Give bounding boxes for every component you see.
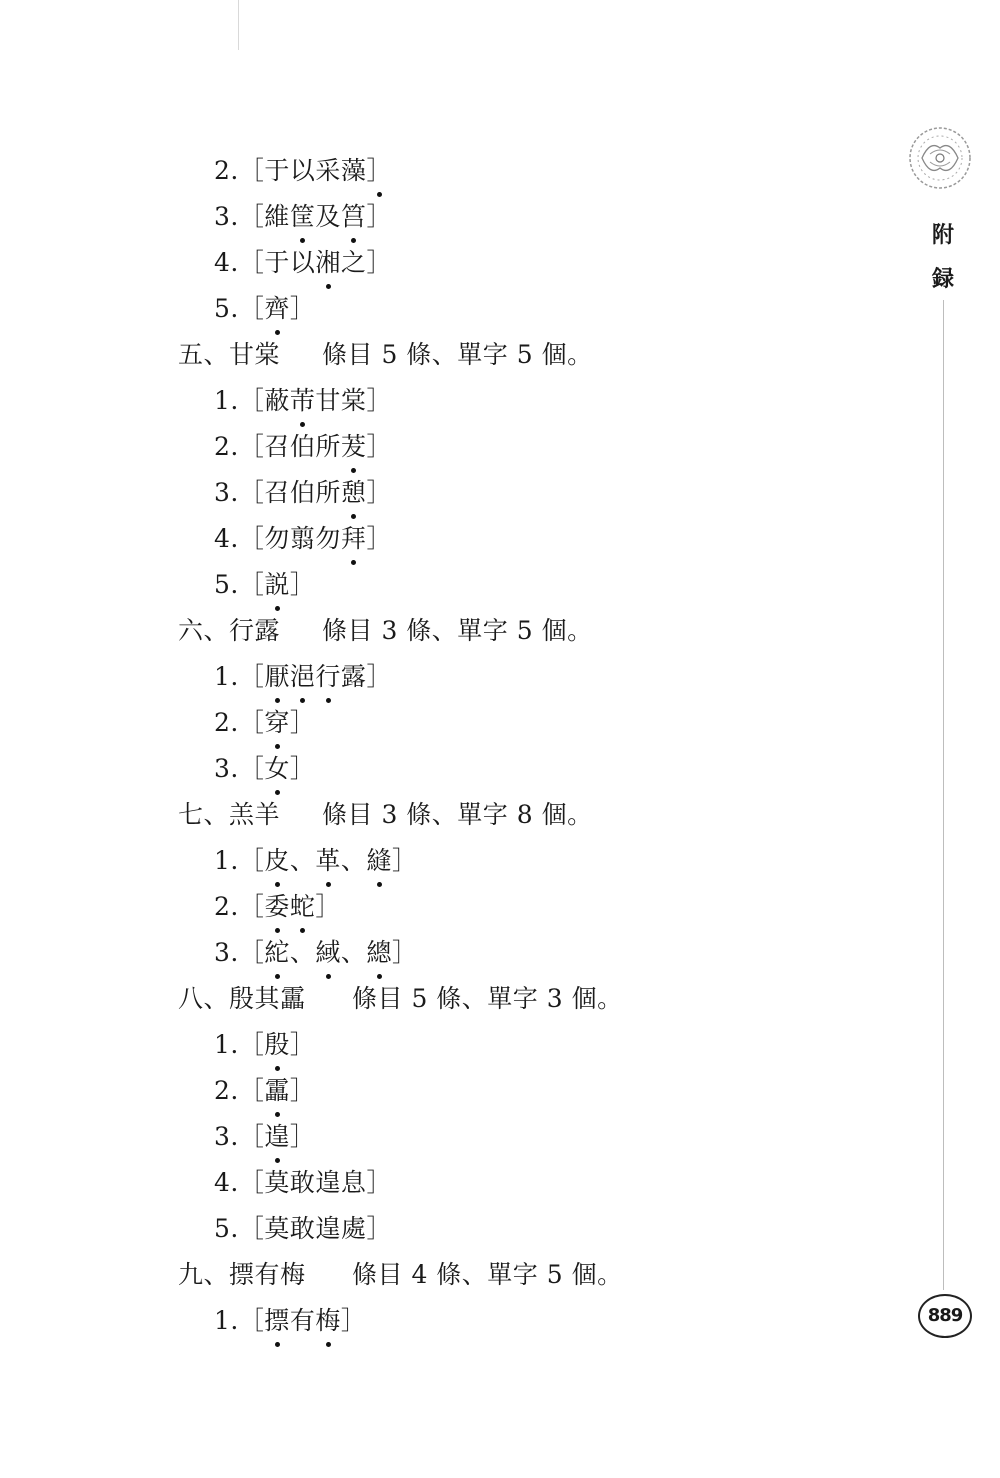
entry-item	[214, 660, 392, 694]
entry-text: 3.［維筐及筥］	[214, 200, 392, 234]
entry-item	[214, 844, 417, 878]
entry-text: 2.［靁］	[214, 1074, 315, 1108]
entry-text: 1.［皮、革、縫］	[214, 844, 417, 878]
entry-text: 1.［摽有梅］	[214, 1304, 366, 1338]
ornament-emblem-icon	[900, 118, 980, 198]
section-heading	[178, 338, 593, 372]
section-side-title	[928, 214, 958, 302]
entry-item	[214, 1028, 315, 1062]
section-title: 九、摽有梅	[178, 1260, 306, 1289]
entry-text: 1.［蔽芾甘棠］	[214, 384, 392, 418]
section-count: 條目 5 條、單字 3 個。	[352, 984, 623, 1013]
section-count: 條目 4 條、單字 5 個。	[352, 1260, 623, 1289]
entry-text: 2.［于以采藻］	[214, 154, 392, 188]
entry-text: 3.［召伯所憩］	[214, 476, 392, 510]
entry-text: 4.［勿翦勿拜］	[214, 522, 392, 556]
entry-item	[214, 154, 392, 188]
section-title: 七、羔羊	[178, 800, 281, 829]
section-count: 條目 3 條、單字 8 個。	[322, 800, 593, 829]
entry-text: 4.［莫敢遑息］	[214, 1168, 392, 1197]
entry-text: 2.［召伯所茇］	[214, 430, 392, 464]
entry-item	[214, 1074, 315, 1108]
margin-rule	[238, 0, 239, 50]
section-count: 條目 3 條、單字 5 個。	[322, 616, 593, 645]
entry-item	[214, 752, 315, 786]
entry-text: 3.［女］	[214, 752, 315, 786]
entry-item	[214, 706, 315, 740]
entry-text: 5.［説］	[214, 568, 315, 602]
side-title-char: 附	[931, 223, 954, 248]
entry-item	[214, 890, 341, 924]
entry-item	[214, 246, 392, 280]
side-title-char: 録	[931, 267, 954, 292]
entry-text: 2.［穿］	[214, 706, 315, 740]
entry-item	[214, 1120, 315, 1154]
entry-text: 1.［厭浥行露］	[214, 660, 392, 694]
entry-text: 4.［于以湘之］	[214, 246, 392, 280]
entry-item	[214, 522, 392, 556]
section-title: 五、甘棠	[178, 340, 281, 369]
side-rule	[943, 300, 944, 1290]
entry-item	[214, 384, 392, 418]
section-title: 六、行露	[178, 616, 281, 645]
section-heading	[178, 982, 623, 1016]
section-heading	[178, 798, 593, 832]
entry-item	[214, 200, 392, 234]
entry-text: 3.［遑］	[214, 1120, 315, 1154]
entry-text: 5.［莫敢遑處］	[214, 1214, 392, 1243]
entry-item	[214, 1166, 392, 1200]
page-number: 889	[918, 1294, 972, 1338]
entry-item	[214, 568, 315, 602]
section-heading	[178, 614, 593, 648]
entry-text: 3.［紽、緎、總］	[214, 936, 417, 970]
entry-item	[214, 936, 417, 970]
entry-text: 2.［委蛇］	[214, 890, 341, 924]
entry-text: 5.［齊］	[214, 292, 315, 326]
entry-item	[214, 1304, 366, 1338]
entry-item	[214, 292, 315, 326]
entry-item	[214, 430, 392, 464]
section-heading	[178, 1258, 623, 1292]
entry-item	[214, 1212, 392, 1246]
entry-text: 1.［殷］	[214, 1028, 315, 1062]
entry-item	[214, 476, 392, 510]
section-title: 八、殷其靁	[178, 984, 306, 1013]
section-count: 條目 5 條、單字 5 個。	[322, 340, 593, 369]
